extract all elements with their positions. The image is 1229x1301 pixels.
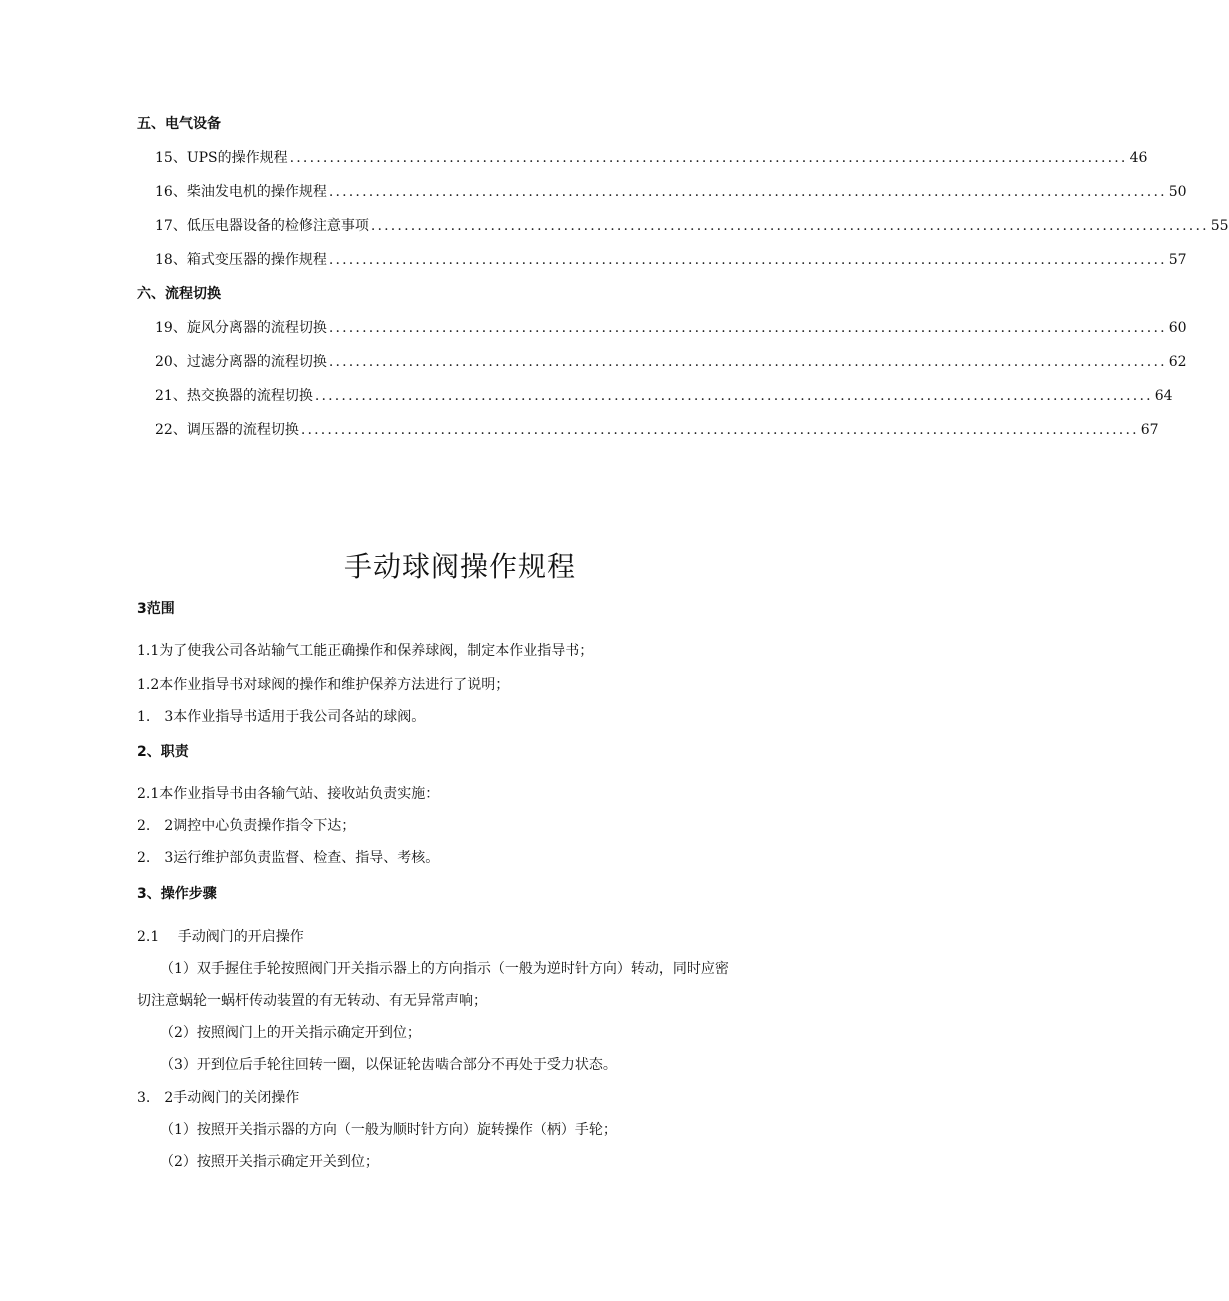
paragraph: （2）按照阀门上的开关指示确定开到位； — [160, 1025, 421, 1041]
toc-leader-dots: .............................................................................................................................. — [328, 252, 1167, 268]
paragraph: （2）按照开关指示确定开关到位； — [160, 1154, 379, 1170]
subsection-heading: 2.1 手动阀门的开启操作 — [137, 929, 304, 945]
toc-section-heading: 六、流程切换 — [137, 286, 221, 302]
section-heading-steps: 3、操作步骤 — [137, 886, 217, 902]
toc-entry[interactable] — [155, 419, 1159, 439]
toc-leader-dots: .............................................................................................................................. — [289, 150, 1128, 166]
toc-entry-page: 57 — [1168, 252, 1187, 268]
toc-entry[interactable] — [155, 215, 1229, 235]
toc-entry[interactable] — [155, 385, 1173, 405]
paragraph: 2.1本作业指导书由各输气站、接收站负责实施： — [137, 786, 440, 802]
toc-leader-dots: .............................................................................................................................. — [328, 320, 1167, 336]
toc-entry[interactable] — [155, 351, 1187, 371]
toc-entry-page: 64 — [1154, 388, 1173, 404]
toc-entry-page: 67 — [1140, 422, 1159, 438]
toc-entry-label: 20、过滤分离器的流程切换 — [155, 354, 327, 370]
toc-leader-dots: .............................................................................................................................. — [300, 422, 1139, 438]
paragraph: 2. 2调控中心负责操作指令下达； — [137, 818, 356, 834]
section-heading-duties: 2、职责 — [137, 744, 189, 760]
toc-entry-page: 50 — [1168, 184, 1187, 200]
toc-entry[interactable] — [155, 249, 1187, 269]
paragraph: （1）按照开关指示器的方向（一般为顺时针方向）旋转操作（柄）手轮； — [160, 1122, 617, 1138]
toc-section-heading: 五、电气设备 — [137, 116, 221, 132]
toc-entry-page: 62 — [1168, 354, 1187, 370]
paragraph: 1. 3本作业指导书适用于我公司各站的球阀。 — [137, 709, 426, 725]
toc-entry[interactable] — [155, 181, 1187, 201]
paragraph: （1）双手握住手轮按照阀门开关指示器上的方向指示（一般为逆时针方向）转动，同时应密 — [160, 961, 729, 977]
toc-entry-label: 21、热交换器的流程切换 — [155, 388, 313, 404]
toc-entry-label: 19、旋风分离器的流程切换 — [155, 320, 327, 336]
toc-entry[interactable] — [155, 317, 1187, 337]
toc-leader-dots: .............................................................................................................................. — [328, 184, 1167, 200]
toc-entry-page: 60 — [1168, 320, 1187, 336]
toc-entry-label: 16、柴油发电机的操作规程 — [155, 184, 327, 200]
paragraph: 1.1为了使我公司各站输气工能正确操作和保养球阀，制定本作业指导书； — [137, 643, 594, 659]
toc-entry-label: 15、UPS的操作规程 — [155, 150, 288, 166]
paragraph: 2. 3运行维护部负责监督、检查、指导、考核。 — [137, 850, 440, 866]
toc-entry-page: 55 — [1210, 218, 1229, 234]
paragraph: 1.2本作业指导书对球阀的操作和维护保养方法进行了说明； — [137, 677, 510, 693]
toc-leader-dots: .............................................................................................................................. — [328, 354, 1167, 370]
toc-entry-label: 22、调压器的流程切换 — [155, 422, 299, 438]
toc-entry-label: 17、低压电器设备的检修注意事项 — [155, 218, 369, 234]
toc-leader-dots: .............................................................................................................................. — [370, 218, 1209, 234]
paragraph: 切注意蜗轮一蜗杆传动装置的有无转动、有无异常声响； — [137, 993, 487, 1009]
toc-leader-dots: .............................................................................................................................. — [314, 388, 1153, 404]
toc-entry-page: 46 — [1129, 150, 1148, 166]
document-title: 手动球阀操作规程 — [343, 550, 576, 583]
subsection-heading: 3. 2手动阀门的关闭操作 — [137, 1090, 300, 1106]
paragraph: （3）开到位后手轮往回转一圈，以保证轮齿啮合部分不再处于受力状态。 — [160, 1057, 617, 1073]
section-heading-scope: 3范围 — [137, 601, 175, 617]
toc-entry[interactable] — [155, 147, 1148, 167]
toc-entry-label: 18、箱式变压器的操作规程 — [155, 252, 327, 268]
